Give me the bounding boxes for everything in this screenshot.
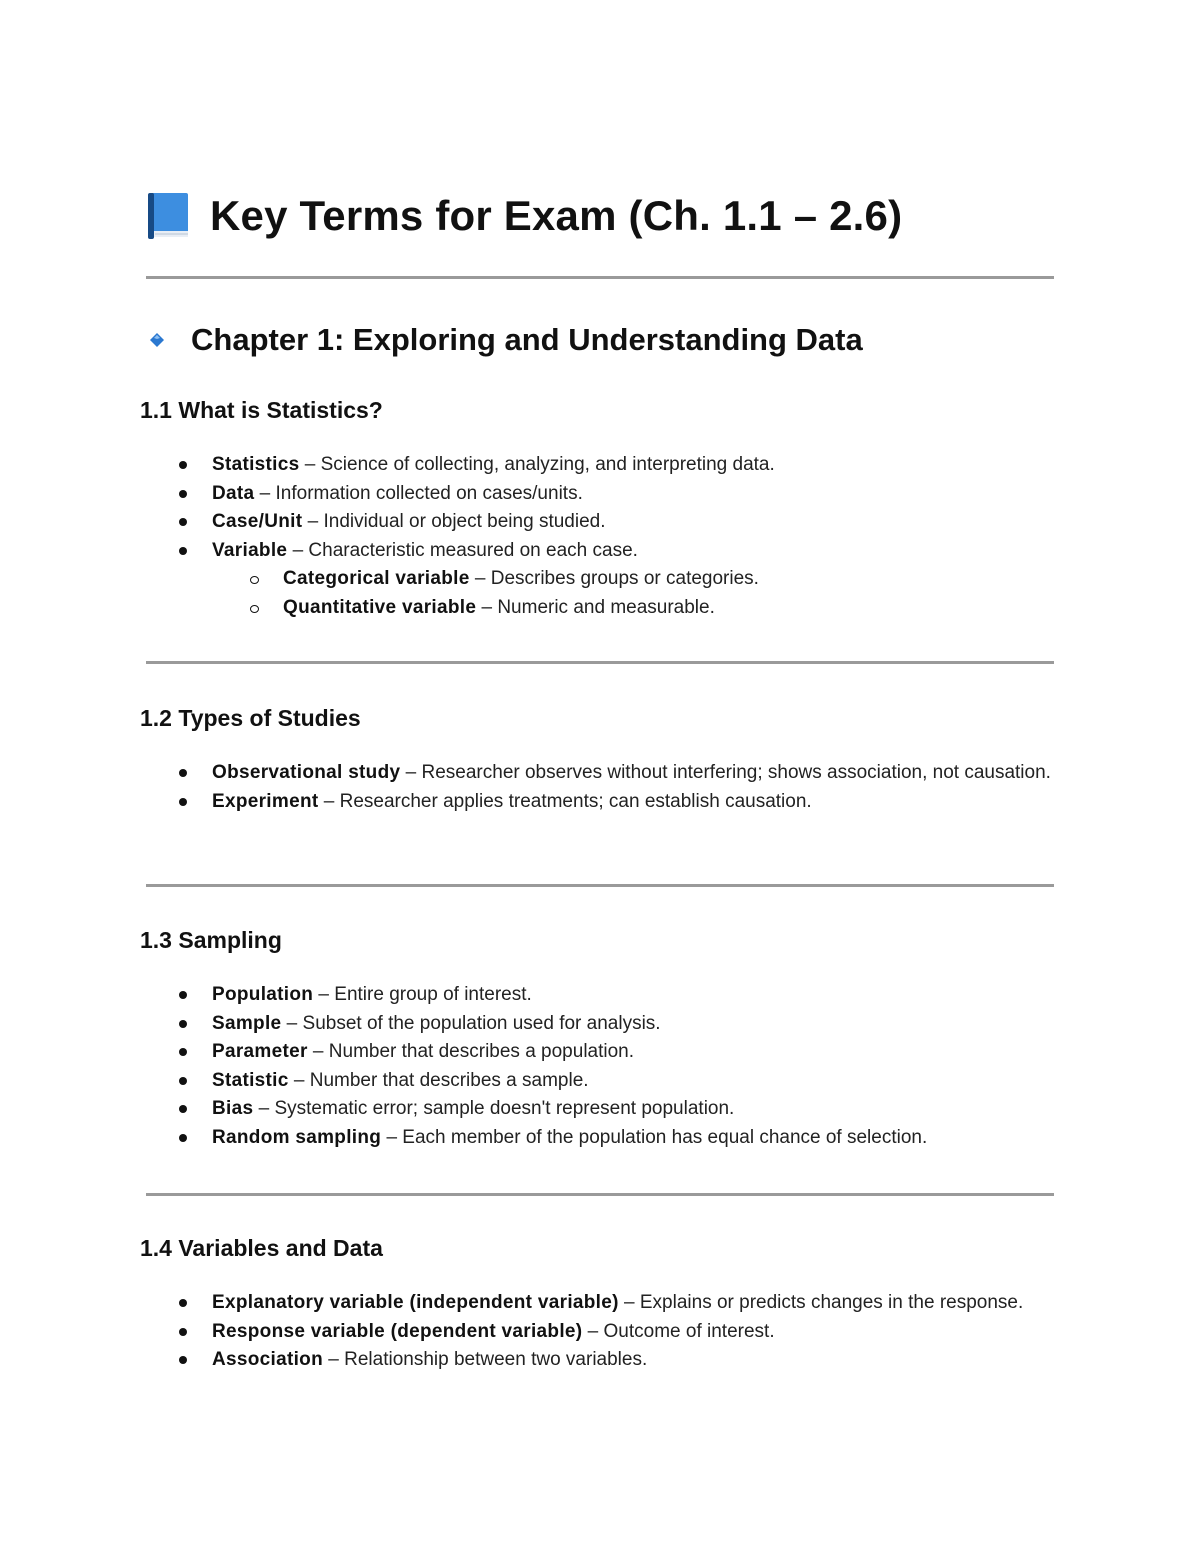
term: Statistic bbox=[212, 1069, 289, 1091]
definition: – Numeric and measurable. bbox=[476, 596, 715, 618]
list-item bbox=[212, 451, 1062, 480]
list-item bbox=[212, 1318, 1062, 1347]
definition: – Entire group of interest. bbox=[313, 984, 532, 1005]
term: Population bbox=[212, 984, 314, 1005]
term: Experiment bbox=[212, 790, 319, 812]
list-item bbox=[212, 537, 1062, 623]
term: Explanatory variable (independent variable) bbox=[212, 1292, 619, 1313]
definition: – Researcher applies treatments; can establish causation. bbox=[318, 790, 812, 812]
list-item bbox=[212, 981, 1062, 1010]
term-list-1-2 bbox=[212, 759, 1062, 816]
term-list-1-4 bbox=[212, 1289, 1062, 1375]
list-item bbox=[212, 1038, 1062, 1067]
blue-diamond-icon bbox=[150, 333, 164, 347]
definition: – Subset of the population used for analysis. bbox=[281, 1012, 661, 1034]
divider bbox=[146, 884, 1054, 887]
term: Bias bbox=[212, 1098, 254, 1119]
definition: – Systematic error; sample doesn't represent population. bbox=[253, 1098, 735, 1119]
list-item bbox=[212, 1346, 1062, 1375]
sub-list-item bbox=[283, 565, 1062, 594]
definition: – Characteristic measured on each case. bbox=[287, 539, 638, 561]
definition: – Each member of the population has equal chance of selection. bbox=[381, 1126, 928, 1148]
term: Association bbox=[212, 1349, 323, 1370]
term-list-1-1 bbox=[212, 451, 1062, 622]
divider bbox=[146, 276, 1054, 279]
definition: – Science of collecting, analyzing, and interpreting data. bbox=[299, 454, 775, 475]
chapter-heading bbox=[150, 322, 863, 358]
term: Parameter bbox=[212, 1041, 308, 1062]
term: Categorical variable bbox=[283, 568, 470, 589]
document-title bbox=[146, 186, 902, 246]
definition: – Individual or object being studied. bbox=[302, 511, 606, 532]
list-item bbox=[212, 480, 1062, 509]
list-item bbox=[212, 1010, 1062, 1039]
definition: – Information collected on cases/units. bbox=[254, 482, 583, 504]
term: Data bbox=[212, 482, 255, 504]
list-item bbox=[212, 1095, 1062, 1124]
term: Sample bbox=[212, 1012, 282, 1034]
section-heading-1-1: 1.1 What is Statistics? bbox=[140, 397, 383, 423]
blue-book-icon bbox=[146, 191, 190, 241]
definition: – Outcome of interest. bbox=[582, 1320, 775, 1342]
term: Random sampling bbox=[212, 1126, 382, 1148]
chapter-title: Chapter 1: Exploring and Understanding Data bbox=[191, 322, 863, 357]
definition: – Describes groups or categories. bbox=[469, 568, 759, 589]
title-text: Key Terms for Exam (Ch. 1.1 – 2.6) bbox=[210, 192, 903, 239]
list-item bbox=[212, 508, 1062, 537]
divider bbox=[146, 661, 1054, 664]
sub-term-list bbox=[212, 565, 1062, 622]
definition: – Number that describes a population. bbox=[307, 1041, 635, 1062]
sub-list-item bbox=[283, 594, 1062, 623]
definition: – Relationship between two variables. bbox=[323, 1349, 648, 1370]
section-heading-1-2: 1.2 Types of Studies bbox=[140, 705, 361, 731]
list-item bbox=[212, 1289, 1062, 1318]
list-item bbox=[212, 759, 1062, 788]
definition: – Researcher observes without interfering; shows association, not causation. bbox=[400, 762, 1051, 783]
divider bbox=[146, 1193, 1054, 1196]
term: Case/Unit bbox=[212, 511, 303, 532]
section-heading-1-4: 1.4 Variables and Data bbox=[140, 1235, 383, 1261]
term: Quantitative variable bbox=[283, 596, 477, 618]
list-item bbox=[212, 1124, 1062, 1153]
definition: – Number that describes a sample. bbox=[288, 1069, 589, 1091]
term: Observational study bbox=[212, 762, 401, 783]
term: Response variable (dependent variable) bbox=[212, 1320, 583, 1342]
term: Variable bbox=[212, 539, 288, 561]
term: Statistics bbox=[212, 454, 300, 475]
section-heading-1-3: 1.3 Sampling bbox=[140, 927, 282, 953]
definition: – Explains or predicts changes in the response. bbox=[618, 1292, 1024, 1313]
list-item bbox=[212, 1067, 1062, 1096]
term-list-1-3 bbox=[212, 981, 1062, 1152]
list-item bbox=[212, 788, 1062, 817]
